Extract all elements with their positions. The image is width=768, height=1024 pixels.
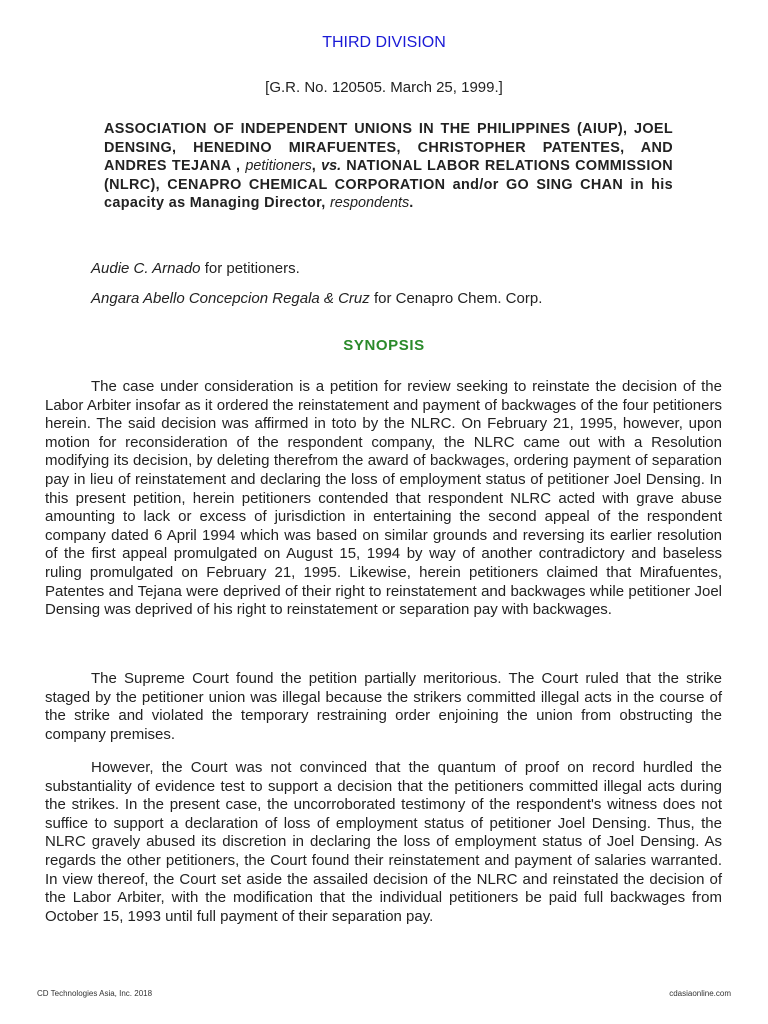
counsel-name: Angara Abello Concepcion Regala & Cruz xyxy=(91,290,370,307)
synopsis-heading: SYNOPSIS xyxy=(343,337,425,354)
petitioners-label: petitioners xyxy=(245,158,312,175)
counsel-role: for Cenapro Chem. Corp. xyxy=(373,290,543,307)
footer-website: cdasiaonline.com xyxy=(669,989,731,998)
case-number: [G.R. No. 120505. March 25, 1999.] xyxy=(265,79,503,96)
counsel-line-petitioners xyxy=(91,260,300,277)
versus-label: vs. xyxy=(321,158,342,175)
synopsis-paragraph: However, the Court was not convinced that the quantum of proof on record hurdled the substantiality of evidence test to support a decision that the petitioners committed illegal acts during the strikes. In the present case, the uncorroborated testimony of the respondent's witness does not suffice to support a declaration of loss of employment status of petitioner Joel Densing. Thus, the NLRC gravely abused its discretion in declaring the loss of employment status of Joel Densing. As regards the other petitioners, the Court found their reinstatement and payment of salaries warranted. In view thereof, the Court set aside the assailed decision of the NLRC and reinstated the decision of the Labor Arbiter, with the modification that the individual petitioners be paid full backwages from October 15, 1993 until full payment of their separation pay. xyxy=(45,759,722,925)
counsel-name: Audie C. Arnado xyxy=(91,260,201,277)
synopsis-paragraph: The case under consideration is a petition for review seeking to reinstate the decision of the Labor Arbiter insofar as it ordered the reinstatement and payment of backwages of the four petitioners herein. The said decision was affirmed in toto by the NLRC. On February 21, 1995, however, upon motion for reconsideration of the respondent company, the NLRC came out with a Resolution modifying its decision, by deleting therefrom the award of backwages, ordering payment of separation pay in lieu of reinstatement and declaring the loss of employment status of petitioner Joel Densing. In this present petition, herein petitioners contended that respondent NLRC acted with grave abuse amounting to lack or excess of jurisdiction in entertaining the second appeal of the respondent company dated 6 April 1994 which was based on similar grounds and reversing its earlier resolution of the first appeal promulgated on August 15, 1994 by way of another contradictory and baseless ruling promulgated on February 21, 1995. Likewise, herein petitioners claimed that Mirafuentes, Patentes and Tejana were deprived of their right to reinstatement and backwages while petitioner Joel Densing was deprived of his right to reinstatement or separation pay with backwages. xyxy=(45,378,722,619)
counsel-role: for petitioners. xyxy=(204,260,300,277)
counsel-line-respondent xyxy=(91,290,542,307)
respondents-names: NATIONAL LABOR RELATIONS COMMISSION (NLRC), CENAPRO CHEMICAL CORPORATION and/or GO SING CHAN in his capacity as Managing Director xyxy=(104,158,673,212)
case-caption: ASSOCIATION OF INDEPENDENT UNIONS IN THE PHILIPPINES (AIUP), JOEL DENSING, HENEDINO MIRAFUENTES, CHRISTOPHER PATENTES, AND ANDRES TEJANA , petitioners, vs. NATIONAL LABOR RELATIONS COMMISSION (NLRC), CENAPRO CHEMICAL CORPORATION and/or GO SING CHAN in his capacity as Managing Director, respondents. xyxy=(104,121,673,212)
footer-publisher: CD Technologies Asia, Inc. 2018 xyxy=(37,989,153,998)
petitioners-names: ASSOCIATION OF INDEPENDENT UNIONS IN THE PHILIPPINES (AIUP), JOEL DENSING, HENEDINO MIRAFUENTES, CHRISTOPHER PATENTES, AND ANDRES TEJANA xyxy=(104,121,673,175)
synopsis-paragraph: The Supreme Court found the petition partially meritorious. The Court ruled that the strike staged by the petitioner union was illegal because the strikers committed illegal acts in the course of the strike and violated the temporary restraining order enjoining the union from obstructing the company premises. xyxy=(45,670,722,743)
respondents-label: respondents xyxy=(330,195,410,212)
division-heading: THIRD DIVISION xyxy=(322,34,446,51)
